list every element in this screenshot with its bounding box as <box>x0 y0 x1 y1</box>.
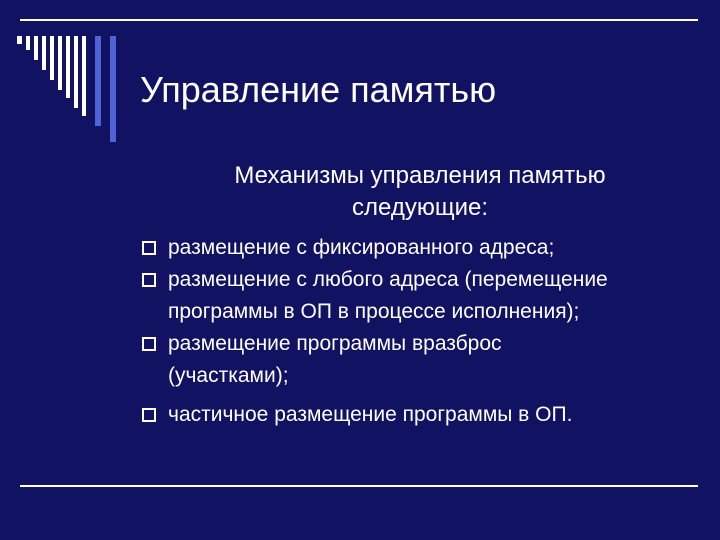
hollow-square-icon <box>142 273 156 287</box>
list-item <box>141 399 701 431</box>
subtitle-line-1: Механизмы управления памятью <box>234 162 606 189</box>
stripe-bar <box>50 36 54 80</box>
list-item <box>141 328 701 392</box>
stripe-bar <box>110 36 116 142</box>
list-item <box>141 264 701 328</box>
stripe-bar <box>26 36 30 50</box>
list-item <box>141 232 701 264</box>
stripe-bar <box>74 36 78 108</box>
bullet-line: размещение программы вразброс <box>168 332 502 355</box>
hollow-square-icon <box>142 408 156 422</box>
bullet-line: (участками); <box>168 364 289 387</box>
hollow-square-icon <box>142 241 156 255</box>
stripe-bar <box>42 36 46 70</box>
bullet-line: программы в ОП в процессе исполнения); <box>168 300 580 323</box>
slide-title: Управление памятью <box>140 69 497 110</box>
stripe-bar <box>58 36 62 90</box>
subtitle <box>170 160 670 224</box>
bullet-list <box>141 232 701 431</box>
bullet-line: размещение с любого адреса (перемещение <box>168 268 608 291</box>
subtitle-line-2: следующие: <box>352 194 488 221</box>
stripe-bar <box>34 36 38 60</box>
stripe-bar <box>66 36 70 98</box>
stripe-bar <box>82 36 86 116</box>
bottom-divider <box>20 485 698 487</box>
bullet-line: частичное размещение программы в ОП. <box>168 403 573 426</box>
stripe-bar <box>95 36 101 126</box>
stripe-bar <box>17 36 22 44</box>
hollow-square-icon <box>142 337 156 351</box>
bullet-line: размещение с фиксированного адреса; <box>168 236 555 259</box>
